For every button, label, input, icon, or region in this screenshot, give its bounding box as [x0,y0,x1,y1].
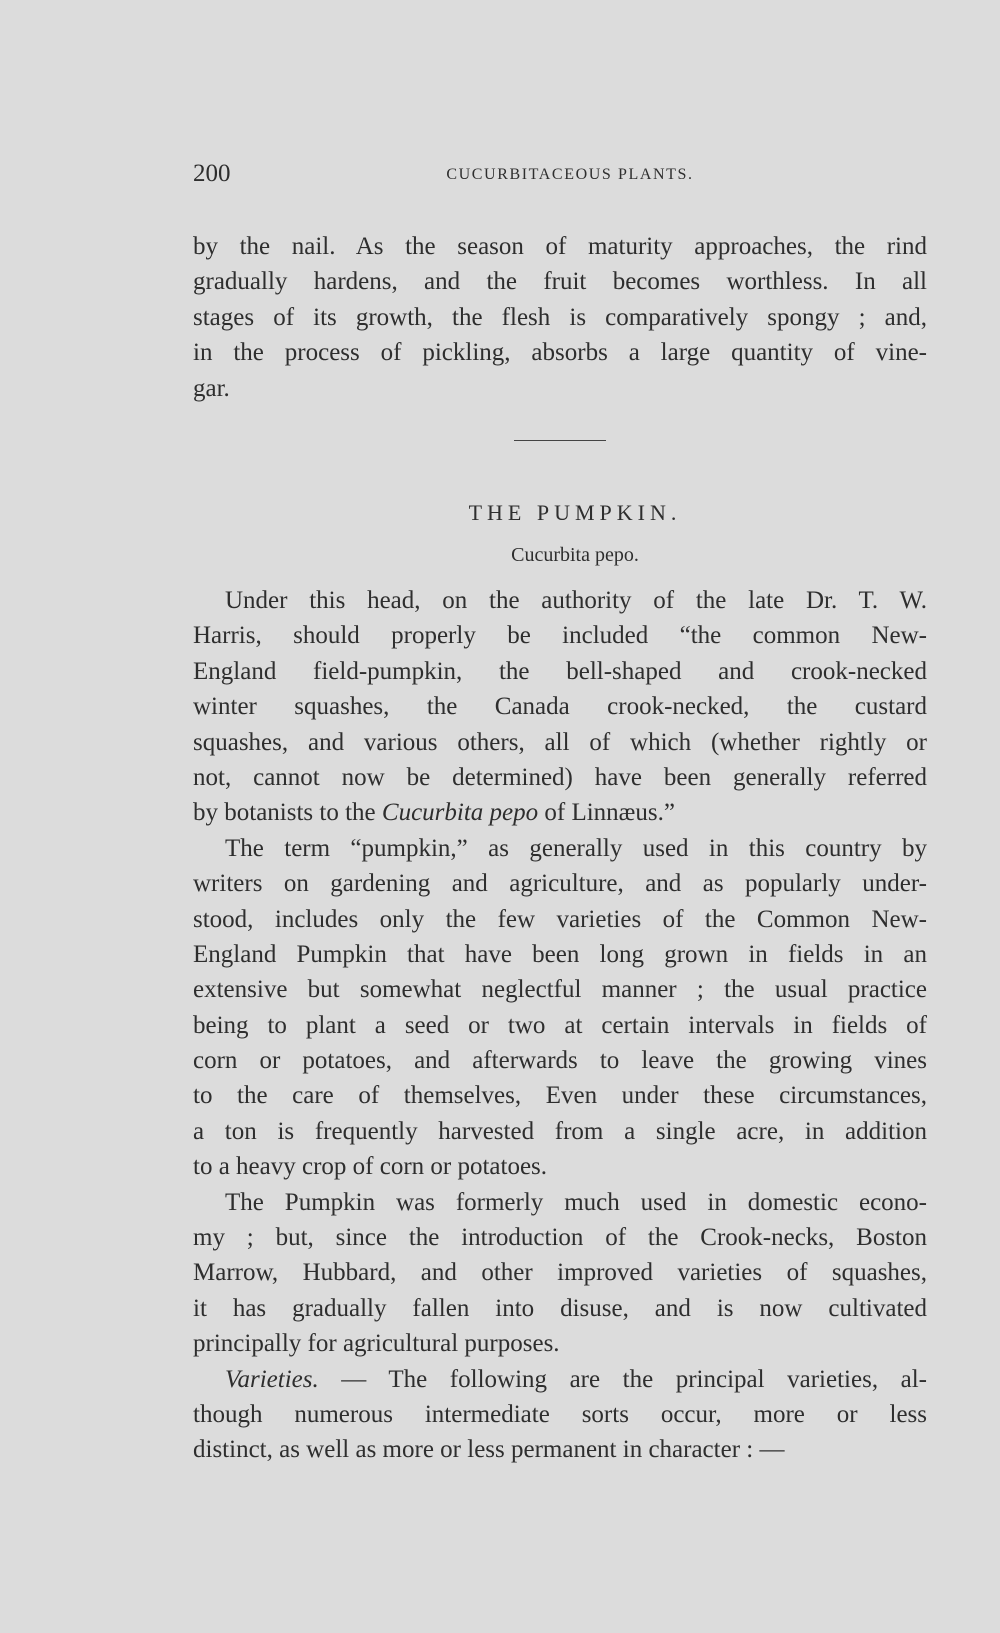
text-line: to the care of themselves, Even under these circumstances, [193,1082,927,1110]
text-line: to a heavy crop of corn or potatoes. [193,1153,548,1181]
text-line: in the process of pickling, absorbs a large quantity of vine- [193,339,927,367]
paragraph [193,1362,927,1468]
text-line: stood, includes only the few varieties of the Common New- [193,905,927,933]
text-line: Under this head, on the authority of the late Dr. T. W. [225,587,927,614]
page-header [193,160,927,190]
text-line: though numerous intermediate sorts occur, more or less [193,1400,927,1428]
italic-text: Varieties. [225,1365,319,1393]
continued-paragraph [193,229,927,406]
paragraph [193,1185,927,1362]
text-span: — The following are the principal varieties, al- [318,1365,927,1393]
text-line [193,1362,927,1397]
text-line: The term “pumpkin,” as generally used in this country by [225,834,927,862]
text-line: winter squashes, the Canada crook-necked, the custard [193,693,927,721]
running-head: CUCURBITACEOUS PLANTS. [446,166,694,183]
text-line: distinct, as well as more or less permanent in character : — [193,1436,785,1464]
text-line: Harris, should properly be included “the common New- [193,622,927,650]
text-line: being to plant a seed or two at certain intervals in fields of [193,1011,927,1039]
text-line: gar. [193,374,230,402]
text-line: corn or potatoes, and afterwards to leave the growing vines [193,1047,927,1075]
text-line: stages of its growth, the flesh is comparatively spongy ; and, [193,303,927,331]
section-body [193,583,927,1468]
text-line: The Pumpkin was formerly much used in domestic econo- [225,1188,927,1216]
section-title: THE PUMPKIN. [468,500,682,525]
section-divider [514,440,606,441]
text-line: by the nail. As the season of maturity approaches, the rind [193,233,927,260]
page-number: 200 [193,160,231,187]
text-line: Marrow, Hubbard, and other improved varieties of squashes, [193,1259,927,1287]
text-line: principally for agricultural purposes. [193,1330,560,1358]
text-line [193,795,927,830]
text-line: England field-pumpkin, the bell-shaped and crook-necked [193,657,927,685]
paragraph [193,831,927,1185]
text-line: squashes, and various others, all of which (whether rightly or [193,728,927,756]
text-span: of Linnæus.” [538,799,675,827]
text-line: it has gradually fallen into disuse, and is now cultivated [193,1294,927,1322]
italic-text: Cucurbita pepo [381,799,539,827]
text-line: a ton is frequently harvested from a single acre, in addition [193,1117,927,1145]
paragraph [193,583,927,831]
text-line: extensive but somewhat neglectful manner ; the usual practice [193,976,927,1004]
text-line: gradually hardens, and the fruit becomes worthless. In all [193,268,927,296]
text-line: not, cannot now be determined) have been generally referred [193,763,927,791]
text-line: England Pumpkin that have been long grown in fields in an [193,940,927,968]
text-line: writers on gardening and agriculture, and as popularly under- [193,870,927,898]
section-subtitle: Cucurbita pepo. [511,544,639,566]
text-span: by botanists to the [193,799,382,827]
text-line: my ; but, since the introduction of the Crook-necks, Boston [193,1224,927,1252]
